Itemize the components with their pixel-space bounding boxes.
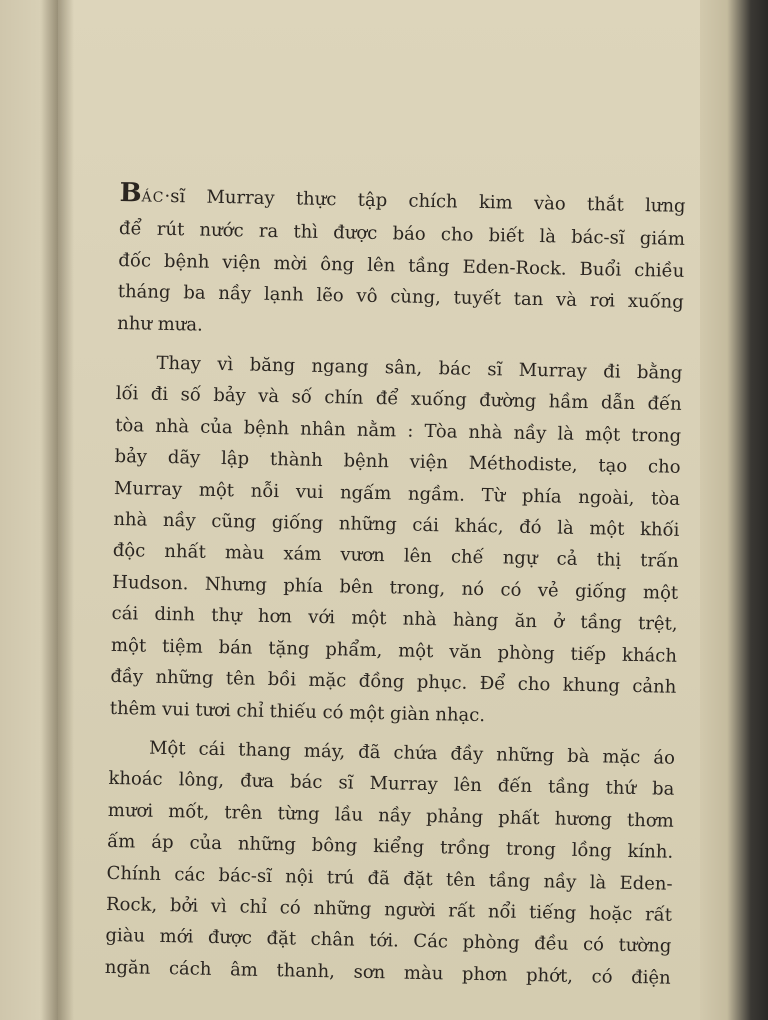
text-line: thêm vui tươi chỉ thiếu có một giàn nhạc. bbox=[109, 697, 486, 726]
text-line: độc nhất màu xám vươn lên chế ngự cả thị trấn bbox=[112, 540, 679, 573]
paragraph-3 bbox=[105, 732, 676, 994]
text-line: lối đi số bảy và số chín để xuống đường hầm dẫn đến bbox=[115, 383, 682, 416]
text-line: Chính các bác-sĩ nội trú đã đặt tên tầng nầy là Eden- bbox=[106, 862, 673, 895]
text-line: ngăn cách âm thanh, sơn màu phơn phớt, có điện bbox=[104, 956, 671, 989]
book-gutter-shadow bbox=[40, 0, 74, 1020]
text-line: Murray một nỗi vui ngấm ngầm. Từ phía ngoài, tòa bbox=[113, 477, 681, 510]
text-line: đốc bệnh viện mời ông lên tầng Eden-Rock. Buổi chiều bbox=[118, 249, 685, 282]
drop-cap: B bbox=[119, 178, 142, 209]
text-line: để rút nước ra thì được báo cho biết là bác-sĩ giám bbox=[118, 218, 686, 251]
text-line: Thay vì băng ngang sân, bác sĩ Murray đi bằng bbox=[156, 352, 683, 384]
text-line: Rock, bởi vì chỉ có những người rất nổi tiếng hoặc rất bbox=[105, 893, 673, 926]
text-line: BÁC·sĩ Murray thực tập chích kim vào thắt lưng bbox=[119, 178, 686, 217]
small-caps: ÁC bbox=[141, 189, 165, 206]
text-line: Một cái thang máy, đã chứa đầy những bà mặc áo bbox=[148, 737, 676, 769]
text-line: Hudson. Nhưng phía bên trong, nó có vẻ giống một bbox=[112, 571, 679, 604]
text-line: như mưa. bbox=[117, 312, 204, 336]
page-text bbox=[105, 178, 686, 994]
text-line: nhà nầy cũng giống những cái khác, đó là một khối bbox=[113, 509, 680, 541]
text-line: ấm áp của những bông kiểng trồng trong lồng kính. bbox=[107, 831, 674, 863]
page-right-edge bbox=[700, 0, 768, 1020]
text-line: bảy dãy lập thành bệnh viện Méthodiste, tạo cho bbox=[114, 446, 681, 479]
text-line: đầy những tên bồi mặc đồng phục. Để cho khung cảnh bbox=[110, 666, 677, 698]
text-line: tháng ba nầy lạnh lẽo vô cùng, tuyết tan và rơi xuống bbox=[117, 281, 684, 314]
text-line: khoác lông, đưa bác sĩ Murray lên đến tầng thứ ba bbox=[108, 768, 675, 801]
text-line: cái dinh thự hơn với một nhà hàng ăn ở tầng trệt, bbox=[111, 603, 678, 636]
paragraph-1 bbox=[117, 178, 686, 350]
paragraph-2 bbox=[110, 347, 683, 735]
text-line: giàu mới được đặt chân tới. Các phòng đều có tường bbox=[105, 925, 672, 958]
text-line: mươi mốt, trên từng lầu nầy phảng phất hương thơm bbox=[107, 799, 674, 832]
text-line: tòa nhà của bệnh nhân nằm : Tòa nhà nầy là một trong bbox=[115, 414, 682, 447]
text-line: một tiệm bán tặng phẩm, một văn phòng tiếp khách bbox=[110, 634, 678, 667]
